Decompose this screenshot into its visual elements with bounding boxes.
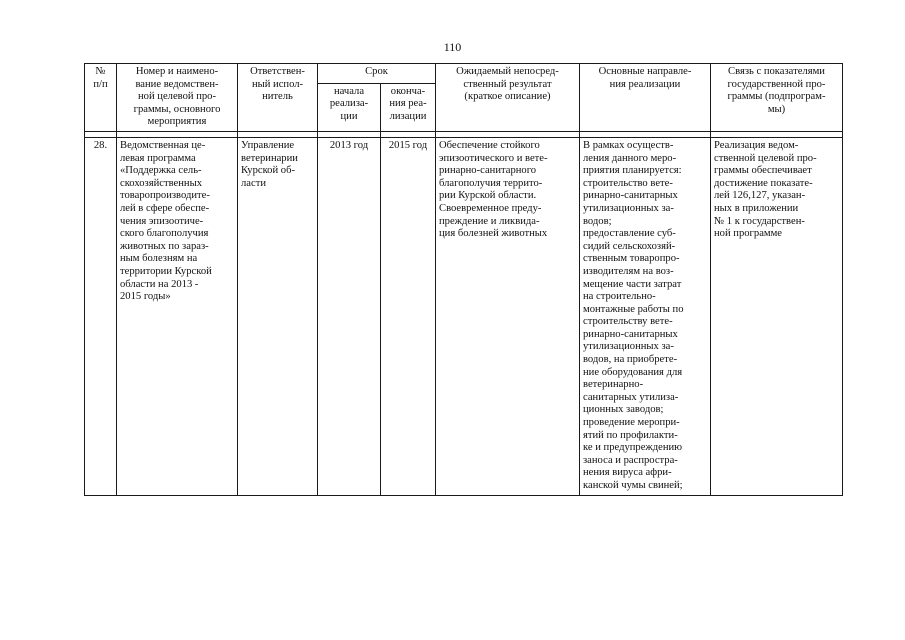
text-line: ринарно-санитарного — [439, 165, 537, 177]
text-line: монтажные работы по — [583, 303, 684, 315]
text-line: заноса и распростра- — [583, 454, 678, 466]
text-line: мероприятия — [147, 116, 207, 128]
text-line: территории Курской — [120, 265, 212, 277]
text-line: Связь с показателями — [728, 66, 825, 77]
text-line: ления данного меро- — [583, 152, 677, 164]
text-line: благополучия террито- — [439, 177, 543, 189]
text-line: Ведомственная це- — [120, 139, 206, 151]
text-line: ласти — [241, 177, 266, 189]
text-line: Курской об- — [241, 165, 296, 177]
text-line: товаропроизводите- — [120, 190, 210, 202]
text-line: водов, на приобрете- — [583, 354, 678, 366]
text-line: ственный результат — [463, 78, 552, 90]
text-line: ции — [340, 110, 358, 122]
text-line: строительство вете- — [583, 177, 673, 189]
text-line: ние оборудования для — [583, 366, 683, 378]
header-row — [85, 64, 843, 84]
text-line: ятий по профилакти- — [583, 429, 678, 441]
text-line: начала — [333, 85, 365, 97]
text-line: области на 2013 - — [120, 278, 199, 290]
header-term: Срок — [318, 64, 436, 84]
text-line: утилизационных за- — [583, 202, 674, 214]
text-line: ных в приложении — [714, 202, 799, 214]
header-link — [711, 64, 843, 132]
text-line: граммы (подпрограм- — [727, 91, 826, 103]
text-line: граммы обеспечивает — [714, 165, 812, 177]
text-line: мещение части затрат — [583, 278, 682, 290]
text-line: ция болезней животных — [439, 228, 548, 240]
row-start: 2013 год — [318, 137, 381, 495]
text-line: государственной про- — [727, 78, 826, 90]
text-line: ственной целевой про- — [714, 152, 817, 164]
text-line: «Поддержка сель- — [120, 165, 202, 177]
text-line: вание ведомствен- — [135, 78, 219, 90]
text-line: сидий сельскохозяй- — [583, 240, 676, 252]
text-line: проведение меропри- — [583, 417, 680, 429]
header-num — [85, 64, 117, 132]
text-line: № — [95, 66, 106, 77]
row-num: 28. — [85, 137, 117, 495]
row-name — [117, 137, 238, 495]
text-line: Реализация ведом- — [714, 139, 799, 151]
table-row — [85, 137, 843, 495]
header-result — [436, 64, 580, 132]
text-line: ной программе — [714, 228, 783, 240]
header-name — [117, 64, 238, 132]
text-line: на строительно- — [583, 291, 656, 303]
row-result — [436, 137, 580, 495]
text-line: ветеринарии — [241, 152, 298, 164]
text-line: В рамках осуществ- — [583, 139, 674, 151]
text-line: достижение показате- — [714, 177, 813, 189]
text-line: эпизоотического и вете- — [439, 152, 548, 164]
text-line: скохозяйственных — [120, 177, 202, 189]
text-line: строительству вете- — [583, 316, 673, 328]
text-line: реализа- — [329, 98, 369, 110]
header-term-start — [318, 83, 381, 131]
text-line: лей в сфере обеспе- — [120, 202, 210, 214]
text-line: водов; — [583, 215, 612, 227]
text-line: ского благополучия — [120, 228, 209, 240]
row-directions — [580, 137, 711, 495]
row-link — [711, 137, 843, 495]
text-line: рии Курской области. — [439, 190, 537, 202]
row-end: 2015 год — [381, 137, 436, 495]
header-executor — [238, 64, 318, 132]
text-line: лизации — [389, 110, 427, 122]
text-line: Номер и наимено- — [135, 66, 219, 77]
text-line: приятия планируется: — [583, 165, 682, 177]
text-line: 2015 годы» — [120, 291, 171, 303]
text-line: предоставление суб- — [583, 228, 676, 240]
text-line: нения вируса афри- — [583, 467, 672, 479]
text-line: мы) — [767, 103, 786, 115]
text-line: ственным товаропро- — [583, 253, 680, 265]
text-line: Своевременное преду- — [439, 202, 542, 214]
row-executor — [238, 137, 318, 495]
text-line: Обеспечение стойкого — [439, 139, 540, 151]
text-line: Основные направле- — [598, 66, 692, 77]
text-line: преждение и ликвида- — [439, 215, 540, 227]
text-line: канской чумы свиней; — [583, 480, 683, 491]
text-line: (краткое описание) — [464, 91, 551, 103]
text-line: ным болезням на — [120, 253, 198, 265]
text-line: Управление — [241, 139, 295, 151]
text-line: ный испол- — [251, 78, 304, 90]
text-line: ветеринарно- — [583, 379, 644, 391]
page-number: 110 — [443, 40, 462, 54]
text-line: ной целевой про- — [138, 91, 216, 103]
text-line: чения эпизоотиче- — [120, 215, 204, 227]
text-line: п/п — [93, 78, 108, 90]
text-line: Ответствен- — [250, 66, 305, 77]
text-line: ния реализации — [609, 78, 681, 90]
text-line: нитель — [262, 91, 293, 103]
text-line: оконча- — [390, 85, 426, 97]
text-line: ния реа- — [389, 98, 427, 110]
text-line: изводителям на воз- — [583, 265, 674, 277]
text-line: лей 126,127, указан- — [714, 190, 806, 202]
text-line: № 1 к государствен- — [714, 215, 805, 227]
text-line: ционных заводов; — [583, 404, 664, 416]
text-line: ке и предупреждению — [583, 442, 683, 454]
header-directions — [580, 64, 711, 132]
text-line: санитарных утилиза- — [583, 391, 679, 403]
text-line: животных по зараз- — [120, 240, 209, 252]
text-line: ринарно-санитарных — [583, 190, 678, 202]
text-line: утилизационных за- — [583, 341, 674, 353]
text-line: левая программа — [120, 152, 196, 164]
text-line: ринарно-санитарных — [583, 328, 678, 340]
header-term-end — [381, 83, 436, 131]
text-line: Ожидаемый непосред- — [456, 66, 559, 77]
program-table — [84, 63, 843, 496]
text-line: граммы, основного — [133, 103, 221, 115]
